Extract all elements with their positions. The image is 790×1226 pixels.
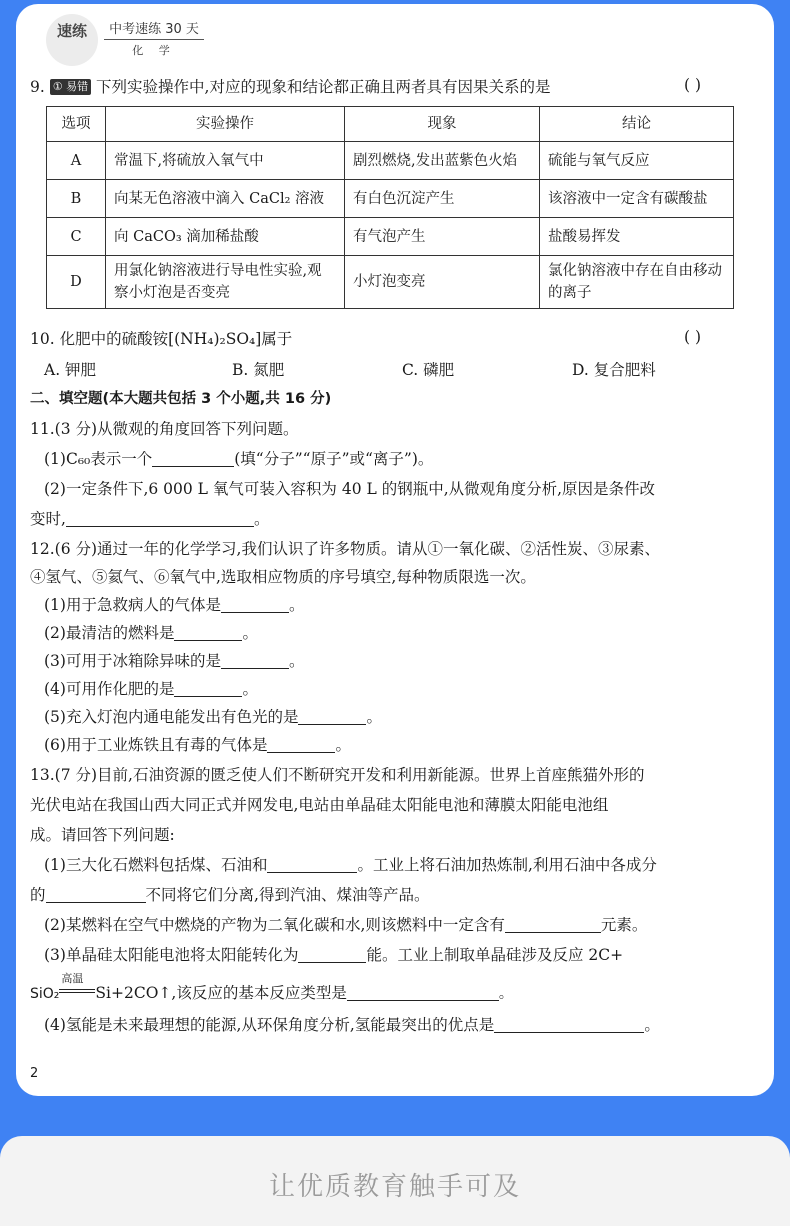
period: 。 [366,708,382,726]
question-10: 10. 化肥中的硫酸铵[(NH₄)₂SO₄]属于 [30,330,293,348]
cell: 用氯化钠溶液进行导电性实验,观察小灯泡是否变亮 [106,256,345,309]
period: 。 [242,624,258,642]
q10-option-c[interactable]: C. 磷肥 [402,361,455,379]
answer-blank[interactable] [298,708,366,725]
table-row [47,142,734,180]
q10-option-d[interactable]: D. 复合肥料 [572,361,656,379]
q13-part4 [44,1014,660,1036]
period: 。 [288,652,305,670]
q12-stem-2: ④氢气、⑤氦气、⑥氧气中,选取相应物质的序号填空,每种物质限选一次。 [30,568,536,586]
col-conclusion: 结论 [540,107,734,142]
q13-stem-1: 13.(7 分)目前,石油资源的匮乏使人们不断研究开发和利用新能源。世界上首座熊猫外形的 [30,766,645,784]
q12-item-text: (2)最清洁的燃料是 [44,624,175,642]
answer-blank[interactable] [298,946,366,963]
col-phenomenon: 现象 [345,107,540,142]
answer-blank[interactable] [174,680,242,697]
table-row [47,180,734,218]
q13-p4-text: (4)氢能是未来最理想的能源,从环保角度分析,氢能最突出的优点是 [44,1016,495,1034]
period: 。 [335,736,351,754]
q13-part3 [44,944,623,966]
q12-stem-1: 12.(6 分)通过一年的化学学习,我们认识了许多物质。请从①一氧化碳、②活性炭、③尿素、 [30,540,660,558]
subject-label: 化 学 [132,44,176,57]
q13-p3-text2: 能。工业上制取单晶硅涉及反应 2C+ [366,946,624,964]
q13-p1-text2: 。工业上将石油加热炼制,利用石油中各成分 [357,856,657,874]
col-option: 选项 [47,107,106,142]
cell: 硫能与氧气反应 [540,142,734,180]
question-9 [30,76,550,98]
q12-item [44,594,304,616]
q11-part2-cont [30,508,269,530]
q13-part1-cont [30,884,429,906]
reaction-condition [59,972,95,998]
q13-p2-text: (2)某燃料在空气中燃烧的产物为二氧化碳和水,则该燃料中一定含有 [44,916,505,934]
answer-blank[interactable] [267,736,335,753]
period: 。 [242,680,258,698]
cell: 该溶液中一定含有碳酸盐 [540,180,734,218]
slogan-text: 让优质教育触手可及 [268,1172,521,1202]
formula-sio2: SiO₂ [30,986,60,1002]
col-operation: 实验操作 [106,107,345,142]
q12-item [44,650,304,672]
q11-p1-hint: (填“分子”“原子”或“离子”)。 [234,450,434,468]
q9-table [46,106,734,309]
section-heading: 二、填空题(本大题共包括 3 个小题,共 16 分) [30,391,332,407]
q13-part2 [44,914,647,936]
cell: 向某无色溶液中滴入 CaCl₂ 溶液 [106,180,345,218]
q12-item-text: (4)可用作化肥的是 [44,680,175,698]
q10-answer-paren[interactable]: ( ) [684,328,702,346]
answer-blank[interactable] [347,984,499,1001]
q10-option-a[interactable]: A. 钾肥 [44,361,97,379]
table-row [47,218,734,256]
brand-logo [46,14,98,66]
answer-blank[interactable] [494,1016,644,1033]
book-title: 中考速练 30 天 [109,22,199,37]
q12-item-text: (1)用于急救病人的气体是 [44,596,221,614]
period: 。 [288,596,305,614]
answer-blank[interactable] [505,916,601,933]
q12-item-text: (5)充入灯泡内通电能发出有色光的是 [44,708,299,726]
cell: 向 CaCO₃ 滴加稀盐酸 [106,218,345,256]
q11-stem: 11.(3 分)从微观的角度回答下列问题。 [30,420,299,438]
q13-p3-text3: Si+2CO↑,该反应的基本反应类型是 [95,984,347,1002]
answer-blank[interactable] [221,652,289,669]
cell: B [47,180,106,218]
answer-blank[interactable] [267,856,357,873]
q11-p2-text: 变时, [30,510,66,528]
page-number: 2 [30,1066,39,1081]
q11-p1-text: (1)C₆₀表示一个 [44,450,153,468]
q12-item-text: (6)用于工业炼铁且有毒的气体是 [44,736,268,754]
table-row [47,256,734,309]
answer-blank[interactable] [152,450,234,467]
answer-blank[interactable] [66,510,254,527]
answer-blank[interactable] [174,624,242,641]
q9-text: 下列实验操作中,对应的现象和结论都正确且两者具有因果关系的是 [96,78,551,96]
q11-part1 [44,448,433,470]
cell: 氯化钠溶液中存在自由移动的离子 [540,256,734,309]
q11-p2-end: 。 [253,510,270,528]
cell: 常温下,将硫放入氧气中 [106,142,345,180]
q13-p3-text: (3)单晶硅太阳能电池将太阳能转化为 [44,946,299,964]
q12-item [44,622,258,644]
answer-blank[interactable] [221,596,289,613]
cell: D [47,256,106,309]
q9-number: 9. [30,78,45,96]
answer-blank[interactable] [46,886,146,903]
header-divider [104,39,204,40]
cell: 小灯泡变亮 [345,256,540,309]
q13-stem-3: 成。请回答下列问题: [30,826,175,844]
q13-p4-end: 。 [644,1016,660,1034]
q12-item [44,734,351,756]
q9-answer-paren[interactable]: ( ) [684,76,702,94]
q13-part3-cont [30,972,513,1005]
equals-sign [59,989,95,993]
cell: C [47,218,106,256]
logo-text: 速练 [56,22,87,40]
cell: 剧烈燃烧,发出蓝紫色火焰 [345,142,540,180]
q13-p1-text: (1)三大化石燃料包括煤、石油和 [44,856,268,874]
table-header-row [47,107,734,142]
q10-option-b[interactable]: B. 氮肥 [232,361,285,379]
q13-p3-end: 。 [498,986,513,1002]
q13-stem-2: 光伏电站在我国山西大同正式并网发电,电站由单晶硅太阳能电池和薄膜太阳能电池组 [30,796,609,814]
error-prone-tag: ① 易错 [50,79,91,95]
q13-p2-end: 元素。 [600,916,648,934]
cell: 有气泡产生 [345,218,540,256]
q13-p1-text4: 不同将它们分离,得到汽油、煤油等产品。 [145,886,430,904]
condition-label: 高温 [61,972,84,985]
q13-part1 [44,854,657,876]
cell: A [47,142,106,180]
q12-item [44,706,382,728]
q12-item [44,678,258,700]
q11-part2: (2)一定条件下,6 000 L 氧气可装入容积为 40 L 的钢瓶中,从微观角度分析,原因是条件改 [44,480,656,498]
cell: 盐酸易挥发 [540,218,734,256]
q12-item-text: (3)可用于冰箱除异味的是 [44,652,221,670]
cell: 有白色沉淀产生 [345,180,540,218]
q13-p1-text3: 的 [30,886,46,904]
